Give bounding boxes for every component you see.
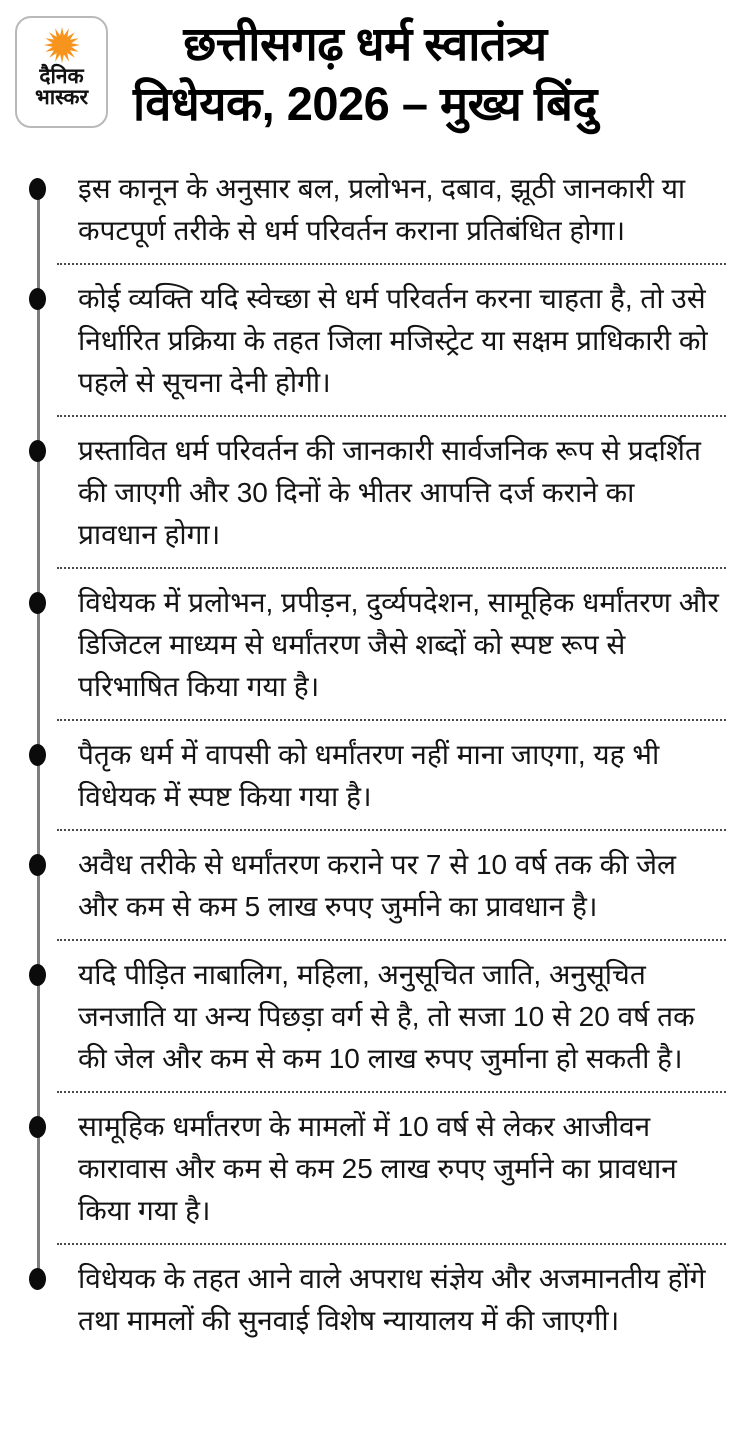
- page-title-line2: विधेयक, 2026 – मुख्य बिंदु: [133, 77, 597, 130]
- list-item-text: सामूहिक धर्मांतरण के मामलों में 10 वर्ष से लेकर आजीवन कारावास और कम से कम 25 लाख रुपए जुर्माने का प्रावधान किया गया है।: [78, 1111, 677, 1226]
- list-item-text: विधेयक में प्रलोभन, प्रपीड़न, दुर्व्यपदेशन, सामूहिक धर्मांतरण और डिजिटल माध्यम से धर्मांतरण जैसे शब्दों को स्पष्ट रूप से परिभाषित किया गया है।: [78, 587, 719, 702]
- list-item: [57, 1106, 726, 1245]
- bullet-dot: [29, 440, 46, 462]
- list-item-text: अवैध तरीके से धर्मांतरण कराने पर 7 से 10 वर्ष तक की जेल और कम से कम 5 लाख रुपए जुर्माने का प्रावधान है।: [78, 849, 676, 922]
- list-item: [57, 168, 726, 265]
- bullet-dot: [29, 854, 46, 876]
- bullet-dot: [29, 178, 46, 200]
- page-title: [0, 14, 730, 134]
- bullet-dot: [29, 744, 46, 766]
- list-item-text: यदि पीड़ित नाबालिग, महिला, अनुसूचित जाति, अनुसूचित जनजाति या अन्य पिछड़ा वर्ग से है, तो सजा 10 से 20 वर्ष तक की जेल और कम से कम 10 लाख रुपए जुर्माना हो सकती है।: [78, 959, 695, 1074]
- list-item: [57, 582, 726, 721]
- bullet-dot: [29, 964, 46, 986]
- bullet-dot: [29, 1268, 46, 1290]
- list-item-text: पैतृक धर्म में वापसी को धर्मांतरण नहीं माना जाएगा, यह भी विधेयक में स्पष्ट किया गया है।: [78, 739, 660, 812]
- list-item: [57, 844, 726, 941]
- logo-wordmark-line1: दैनिक: [39, 65, 84, 88]
- list-item-text: कोई व्यक्ति यदि स्वेच्छा से धर्म परिवर्तन करना चाहता है, तो उसे निर्धारित प्रक्रिया के तहत जिला मजिस्ट्रेट या सक्षम प्राधिकारी को पहले से सूचना देनी होगी।: [78, 283, 708, 398]
- list-item-text: विधेयक के तहत आने वाले अपराध संज्ञेय और अजमानतीय होंगे तथा मामलों की सुनवाई विशेष न्यायालय में की जाएगी।: [78, 1263, 706, 1336]
- list-item-text: इस कानून के अनुसार बल, प्रलोभन, दबाव, झूठी जानकारी या कपटपूर्ण तरीके से धर्म परिवर्तन कराना प्रतिबंधित होगा।: [78, 173, 686, 246]
- logo-wordmark-line2: भास्कर: [34, 86, 89, 110]
- bullet-dot: [29, 288, 46, 310]
- list-item: [57, 278, 726, 417]
- list-item: [57, 734, 726, 831]
- bullet-list: [57, 168, 726, 1353]
- list-item: [57, 954, 726, 1093]
- list-item-text: प्रस्तावित धर्म परिवर्तन की जानकारी सार्वजनिक रूप से प्रदर्शित की जाएगी और 30 दिनों के भीतर आपत्ति दर्ज कराने का प्रावधान होगा।: [78, 435, 701, 550]
- bullet-dot: [29, 1116, 46, 1138]
- bullet-dot: [29, 592, 46, 614]
- list-item: [57, 1258, 726, 1353]
- list-item: [57, 430, 726, 569]
- header: [0, 0, 730, 158]
- page-title-line1: छत्तीसगढ़ धर्म स्वातंत्र्य: [183, 17, 547, 70]
